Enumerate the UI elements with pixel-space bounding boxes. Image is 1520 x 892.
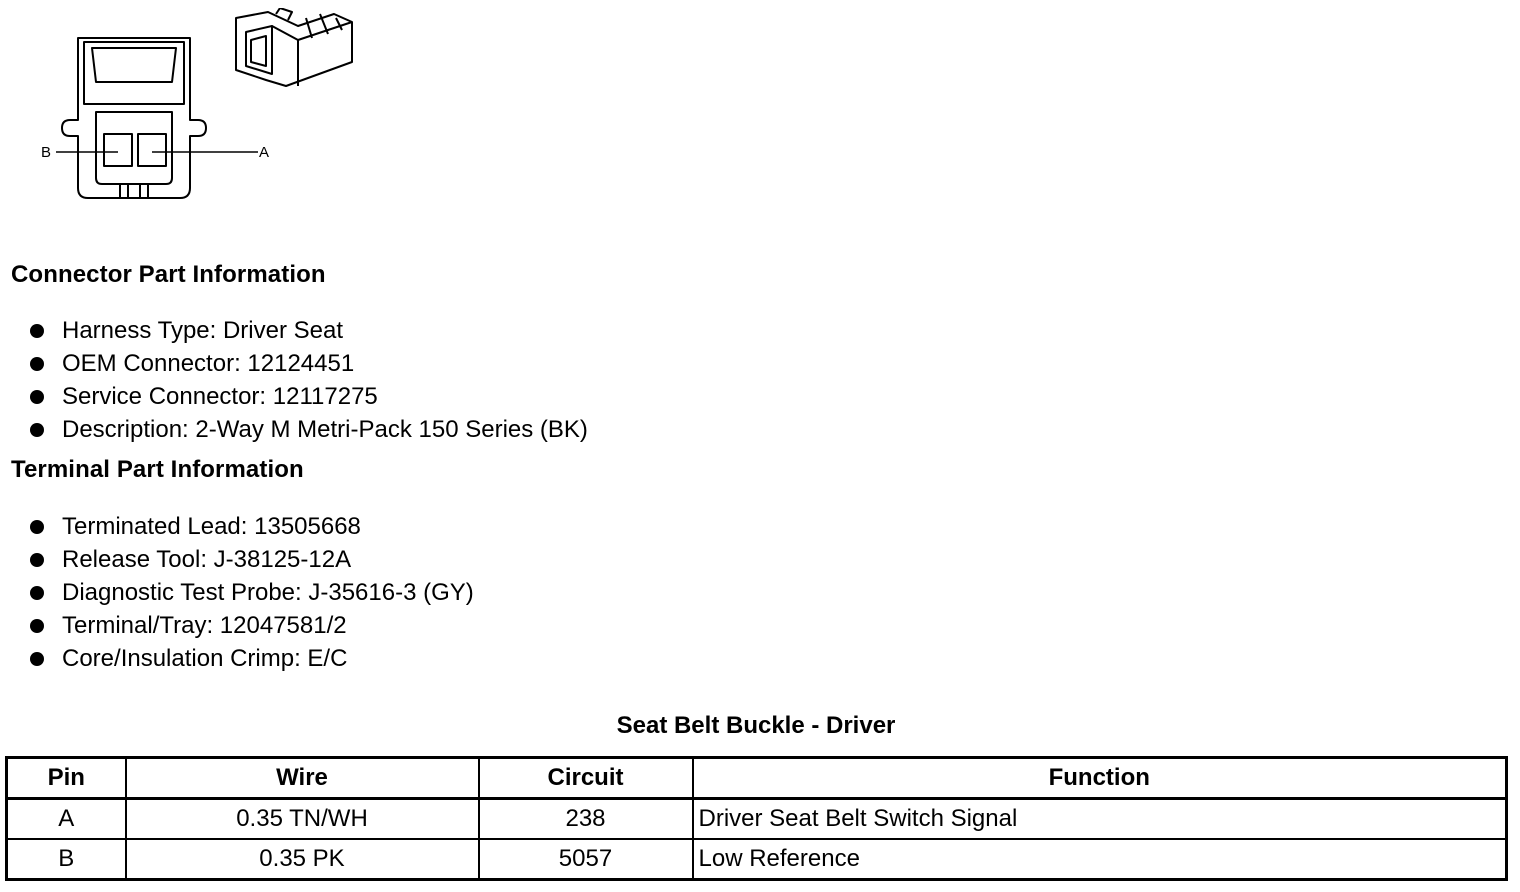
table-row bbox=[7, 799, 1507, 840]
connector-description: Description: 2-Way M Metri-Pack 150 Series (BK) bbox=[62, 416, 588, 443]
list-item bbox=[26, 543, 474, 576]
pin-table-caption: Seat Belt Buckle - Driver bbox=[616, 712, 896, 739]
column-header-function: Function bbox=[693, 758, 1507, 799]
service-connector: Service Connector: 12117275 bbox=[62, 383, 378, 410]
terminal-part-info-list bbox=[26, 510, 474, 675]
terminated-lead: Terminated Lead: 13505668 bbox=[62, 513, 361, 540]
connector-diagram bbox=[36, 8, 366, 208]
wire-cell: 0.35 TN/WH bbox=[126, 799, 479, 840]
list-item bbox=[26, 609, 474, 642]
connector-face-drawing bbox=[36, 8, 366, 208]
column-header-circuit: Circuit bbox=[479, 758, 693, 799]
pin-cell: A bbox=[7, 799, 126, 840]
circuit-cell: 238 bbox=[479, 799, 693, 840]
bullet-icon bbox=[30, 357, 44, 371]
column-header-wire: Wire bbox=[126, 758, 479, 799]
list-item bbox=[26, 642, 474, 675]
pin-a-label: A bbox=[259, 144, 270, 161]
bullet-icon bbox=[30, 423, 44, 437]
terminal-part-info-title: Terminal Part Information bbox=[11, 456, 304, 483]
wire-cell: 0.35 PK bbox=[126, 839, 479, 880]
release-tool: Release Tool: J-38125-12A bbox=[62, 546, 352, 573]
list-item bbox=[26, 576, 474, 609]
pin-b-label: B bbox=[41, 144, 52, 161]
circuit-cell: 5057 bbox=[479, 839, 693, 880]
list-item bbox=[26, 347, 588, 380]
function-cell: Driver Seat Belt Switch Signal bbox=[693, 799, 1507, 840]
column-header-pin: Pin bbox=[7, 758, 126, 799]
pin-cell: B bbox=[7, 839, 126, 880]
bullet-icon bbox=[30, 390, 44, 404]
bullet-icon bbox=[30, 324, 44, 338]
table-header-row bbox=[7, 758, 1507, 799]
harness-type: Harness Type: Driver Seat bbox=[62, 317, 344, 344]
diagnostic-test-probe: Diagnostic Test Probe: J-35616-3 (GY) bbox=[62, 579, 474, 606]
core-insulation-crimp: Core/Insulation Crimp: E/C bbox=[62, 645, 348, 672]
connector-part-info-title: Connector Part Information bbox=[11, 261, 326, 288]
connector-part-info-list bbox=[26, 314, 588, 446]
bullet-icon bbox=[30, 652, 44, 666]
list-item bbox=[26, 510, 474, 543]
list-item bbox=[26, 314, 588, 347]
oem-connector: OEM Connector: 12124451 bbox=[62, 350, 355, 377]
list-item bbox=[26, 380, 588, 413]
table-row bbox=[7, 839, 1507, 880]
terminal-tray: Terminal/Tray: 12047581/2 bbox=[62, 612, 347, 639]
bullet-icon bbox=[30, 586, 44, 600]
list-item bbox=[26, 413, 588, 446]
bullet-icon bbox=[30, 553, 44, 567]
bullet-icon bbox=[30, 619, 44, 633]
bullet-icon bbox=[30, 520, 44, 534]
pin-table bbox=[5, 756, 1508, 881]
function-cell: Low Reference bbox=[693, 839, 1507, 880]
